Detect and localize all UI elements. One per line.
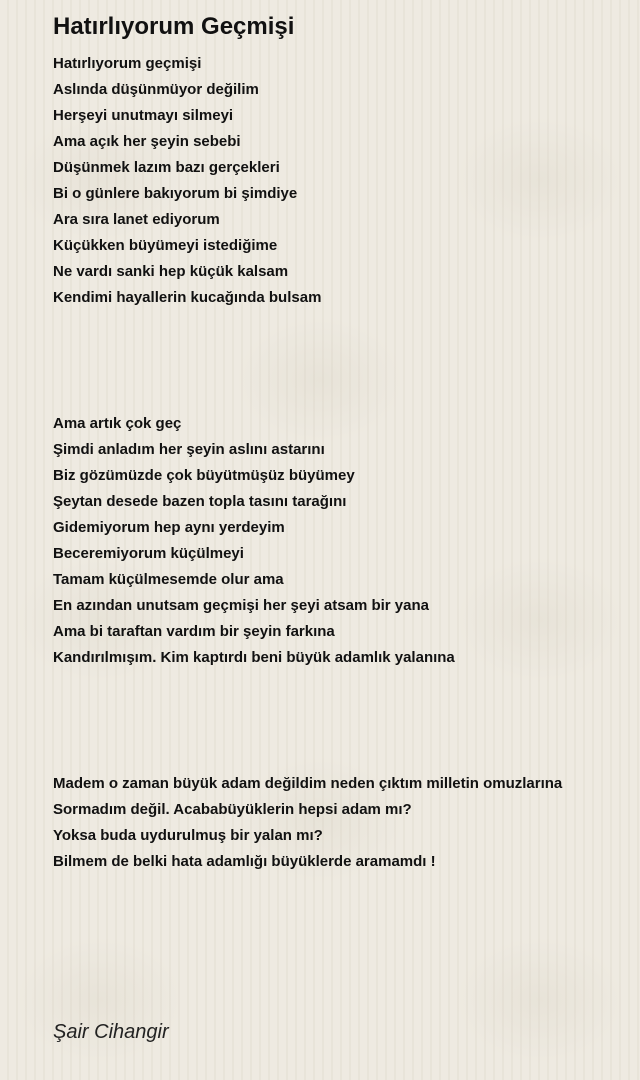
poem-line: Küçükken büyümeyi istediğime (53, 237, 278, 254)
poem-line: Şeytan desede bazen topla tasını tarağını (53, 493, 347, 510)
poem-line: Madem o zaman büyük adam değildim neden çıktım milletin omuzlarına (53, 775, 563, 792)
poem-line: Kandırılmışım. Kim kaptırdı beni büyük adamlık yalanına (53, 649, 455, 666)
poem-line: Bilmem de belki hata adamlığı büyüklerde aramamdı ! (53, 853, 436, 870)
poem-line: En azından unutsam geçmişi her şeyi atsam bir yana (53, 597, 429, 614)
poem-line: Beceremiyorum küçülmeyi (53, 545, 244, 562)
poem-line: Ama artık çok geç (53, 415, 182, 432)
poem-line: Biz gözümüzde çok büyütmüşüz büyümey (53, 467, 355, 484)
poem-line: Ama bi taraftan vardım bir şeyin farkına (53, 623, 335, 640)
poem-stanza-2 (53, 411, 455, 671)
poem-line: Hatırlıyorum geçmişi (53, 55, 202, 72)
poem-line: Gidemiyorum hep aynı yerdeyim (53, 519, 285, 536)
poem-page (53, 10, 623, 870)
poem-line: Tamam küçülmesemde olur ama (53, 571, 284, 588)
poem-line: Bi o günlere bakıyorum bi şimdiye (53, 185, 298, 202)
poem-line: Yoksa buda uydurulmuş bir yalan mı? (53, 827, 323, 844)
poem-stanza-3 (53, 771, 562, 875)
poem-line: Şimdi anladım her şeyin aslını astarını (53, 441, 325, 458)
poem-line: Ara sıra lanet ediyorum (53, 211, 220, 228)
poem-stanza-1 (53, 51, 321, 311)
poem-author: Şair Cihangir (53, 1021, 169, 1043)
poem-line: Ama açık her şeyin sebebi (53, 133, 241, 150)
poem-line: Ne vardı sanki hep küçük kalsam (53, 263, 289, 280)
poem-line: Kendimi hayallerin kucağında bulsam (53, 289, 322, 306)
poem-line: Aslında düşünmüyor değilim (53, 81, 259, 98)
poem-line: Herşeyi unutmayı silmeyi (53, 107, 234, 124)
poem-line: Düşünmek lazım bazı gerçekleri (53, 159, 280, 176)
poem-line: Sormadım değil. Acababüyüklerin hepsi adam mı? (53, 801, 412, 818)
poem-title: Hatırlıyorum Geçmişi (53, 13, 295, 40)
